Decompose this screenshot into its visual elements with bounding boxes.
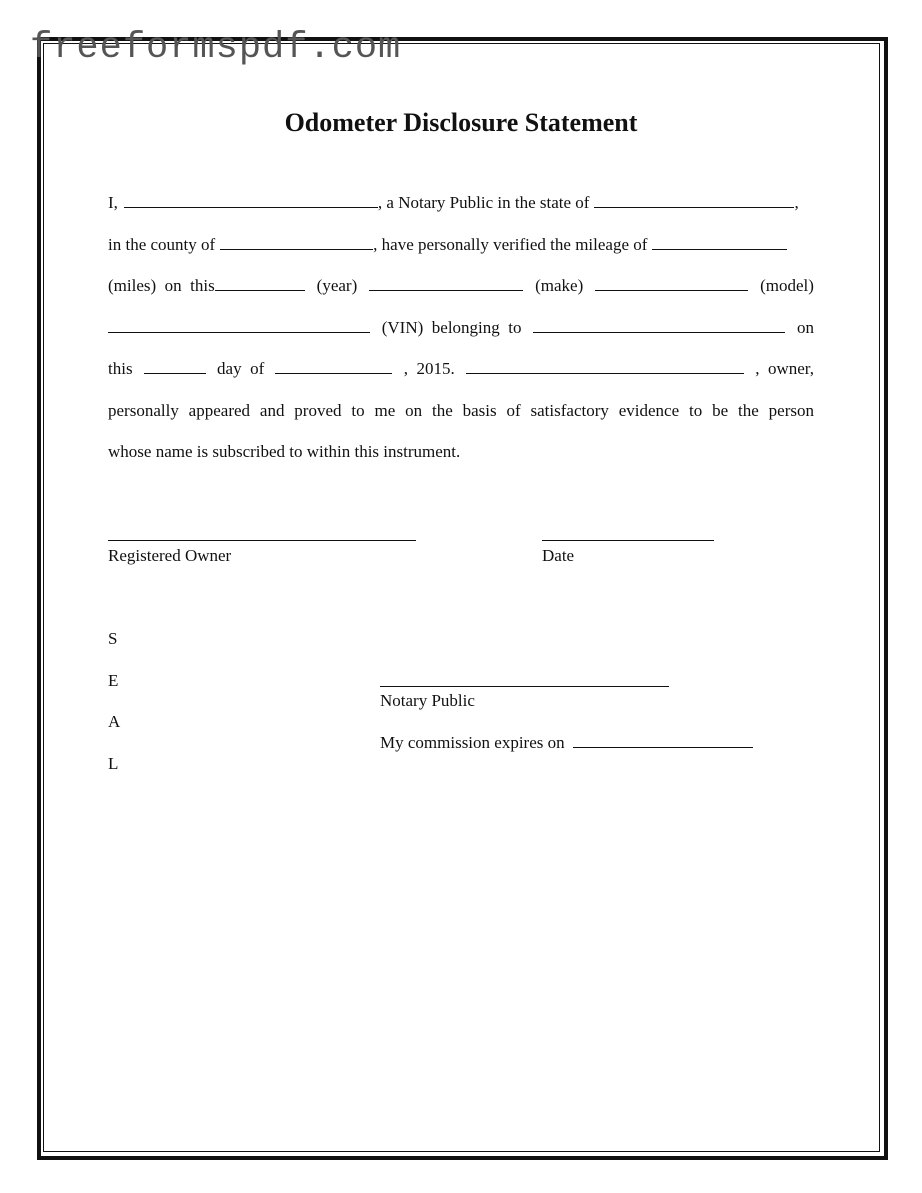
year-field[interactable] <box>215 275 305 291</box>
text: day of <box>217 359 265 378</box>
notary-name-field[interactable] <box>124 192 378 208</box>
miles-group <box>108 275 305 297</box>
paragraph-line-4 <box>108 317 814 339</box>
text: , 2015. <box>403 359 455 378</box>
owner-signature-line[interactable] <box>108 540 416 541</box>
make-field[interactable] <box>369 275 523 291</box>
text: (year) <box>316 276 358 295</box>
document-title: Odometer Disclosure Statement <box>284 108 638 137</box>
seal-letter: A <box>108 712 121 731</box>
paragraph-line-5 <box>108 358 814 380</box>
text: (VIN) belonging to <box>381 318 522 337</box>
date-label: Date <box>542 546 575 565</box>
state-field[interactable] <box>594 192 794 208</box>
day-field[interactable] <box>144 358 206 374</box>
seal-letter: E <box>108 671 119 690</box>
text: , owner, <box>755 359 814 378</box>
commission-expiry-field[interactable] <box>573 732 753 748</box>
text: this <box>108 359 133 378</box>
text: , <box>794 193 799 212</box>
text: (model) <box>760 276 814 295</box>
text: , have personally verified the mileage of <box>373 235 648 254</box>
paragraph-line-1 <box>108 192 814 214</box>
seal-letter: L <box>108 754 119 773</box>
paragraph-line-7: whose name is subscribed to within this instrument. <box>108 442 461 461</box>
owner-name-field[interactable] <box>466 358 744 374</box>
model-field[interactable] <box>595 275 748 291</box>
month-field[interactable] <box>275 358 392 374</box>
text: , a Notary Public in the state of <box>377 193 590 212</box>
text: My commission expires on <box>380 733 565 752</box>
text: in the county of <box>108 235 216 254</box>
paragraph-line-2 <box>108 234 814 256</box>
mileage-field[interactable] <box>652 234 787 250</box>
date-signature-line[interactable] <box>542 540 714 541</box>
text: I, <box>108 193 118 212</box>
county-field[interactable] <box>220 234 373 250</box>
notary-public-label: Notary Public <box>380 691 475 710</box>
owner-signature-label: Registered Owner <box>108 546 232 565</box>
text: on <box>796 318 814 337</box>
paragraph-line-6: personally appeared and proved to me on the basis of satisfactory evidence to be the person <box>108 401 814 420</box>
notary-signature-line[interactable] <box>380 686 669 687</box>
text: (make) <box>535 276 584 295</box>
paragraph-line-3 <box>108 275 814 297</box>
commission-expires-label <box>380 732 753 754</box>
vin-field[interactable] <box>108 317 370 333</box>
seal-letter: S <box>108 629 118 648</box>
belonging-to-field[interactable] <box>533 317 785 333</box>
text: (miles) on this <box>108 276 215 295</box>
watermark: freeformspdf.com <box>30 27 402 69</box>
